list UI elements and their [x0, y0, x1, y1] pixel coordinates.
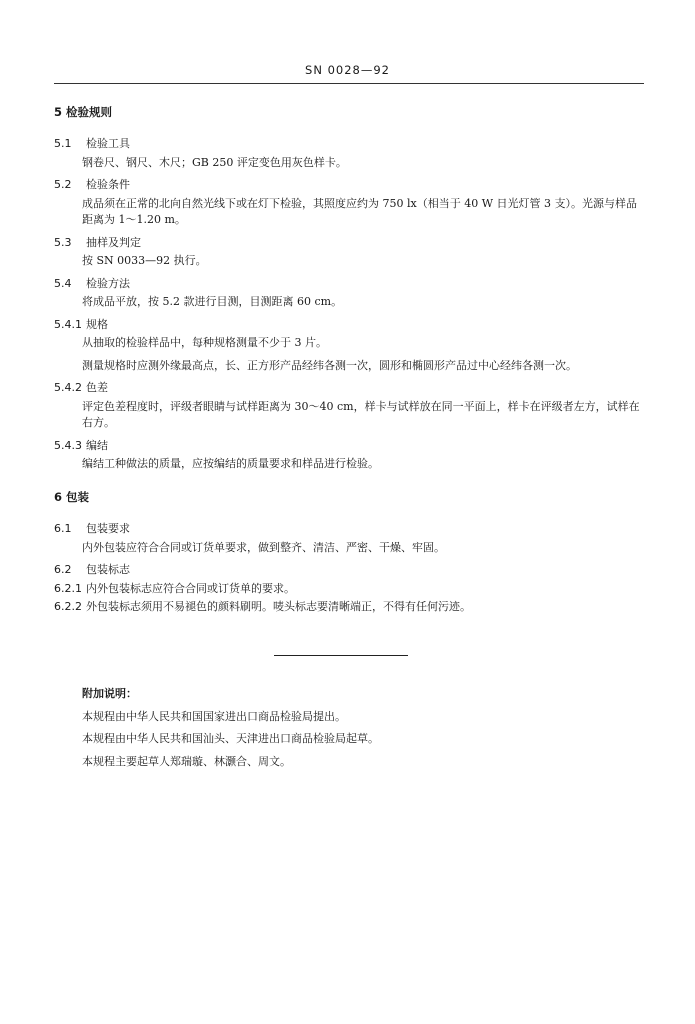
clause-text: 编结工种做法的质量，应按编结的质量要求和样品进行检验。	[82, 457, 379, 471]
clause-number: 6.1	[54, 522, 72, 535]
notes-title: 附加说明：	[82, 687, 137, 700]
clause-title: 检验条件	[86, 178, 130, 192]
clause-title: 外包装标志须用不易褪色的颜料刷明。唛头标志要清晰端正，不得有任何污迹。	[86, 600, 471, 613]
clause-number: 5.4.1	[54, 317, 82, 331]
clause-text: 评定色差程度时，评级者眼睛与试样距离为 30～40 cm，样卡与试样放在同一平面上，样卡在评级者左方，试样在右方。	[82, 399, 640, 430]
clause-heading	[54, 380, 646, 397]
clause-heading	[54, 521, 646, 538]
clause-heading	[54, 438, 646, 455]
clause-text: 成品须在正常的北向自然光线下或在灯下检验，其照度应约为 750 lx（相当于 40 W 日光灯管 3 支）。光源与样品距离为 1～1.20 m。	[82, 196, 637, 227]
clause-number: 5.4.3	[54, 438, 82, 452]
clause-number: 6.2	[54, 563, 72, 576]
clause-title: 包装要求	[86, 522, 130, 535]
note-line: 本规程由中华人民共和国国家进出口商品检验局提出。	[82, 709, 346, 723]
note-line: 本规程由中华人民共和国汕头、天津进出口商品检验局起草。	[82, 732, 379, 745]
clause-heading	[54, 317, 646, 334]
section-6-heading: 6 包装	[54, 489, 90, 504]
clause-heading	[54, 599, 646, 616]
clause-number: 5.1	[54, 137, 72, 151]
section-5-heading: 5 检验规则	[54, 105, 113, 119]
clause-number: 5.4	[54, 276, 72, 290]
section-gap	[54, 479, 646, 489]
clause-heading	[54, 562, 646, 579]
clause-title: 色差	[86, 381, 108, 395]
clause-heading	[54, 136, 646, 153]
clause-heading	[54, 177, 646, 194]
clause-title: 规格	[86, 317, 108, 331]
section-6-items	[54, 521, 646, 616]
section-5-items	[54, 136, 646, 473]
clause-title: 包装标志	[86, 563, 130, 576]
note-line: 本规程主要起草人郑瑞璇、林灏合、周文。	[82, 754, 291, 768]
additional-notes	[82, 686, 602, 776]
clause-text: 钢卷尺、钢尺、木尺；GB 250 评定变色用灰色样卡。	[82, 155, 347, 169]
clause-number: 6.2.1	[54, 581, 82, 595]
clause-number: 5.4.2	[54, 381, 82, 395]
clause-title: 内外包装标志应符合合同或订货单的要求。	[86, 581, 295, 595]
header-rule	[54, 83, 644, 84]
clause-title: 检验工具	[86, 137, 130, 151]
clause-title: 检验方法	[86, 276, 130, 290]
clause-text: 从抽取的检验样品中，每种规格测量不少于 3 片。	[82, 336, 327, 350]
end-rule	[274, 655, 408, 656]
clause-text: 将成品平放，按 5.2 款进行目测，目测距离 60 cm。	[82, 295, 343, 309]
clause-title: 编结	[86, 438, 108, 452]
clause-text: 测量规格时应测外缘最高点，长、正方形产品经纬各测一次，圆形和椭圆形产品过中心经纬各测一次。	[82, 358, 577, 372]
clause-number: 5.3	[54, 235, 72, 249]
clause-number: 6.2.2	[54, 600, 82, 613]
page-header-code: SN 0028—92	[305, 63, 390, 77]
clause-text: 按 SN 0033—92 执行。	[82, 254, 207, 268]
clause-number: 5.2	[54, 178, 72, 192]
clause-heading	[54, 276, 646, 293]
clause-heading	[54, 581, 646, 598]
document-body	[54, 104, 646, 618]
clause-heading	[54, 235, 646, 252]
clause-text: 内外包装应符合合同或订货单要求，做到整齐、清洁、严密、干燥、牢固。	[82, 540, 445, 554]
clause-title: 抽样及判定	[86, 235, 141, 249]
